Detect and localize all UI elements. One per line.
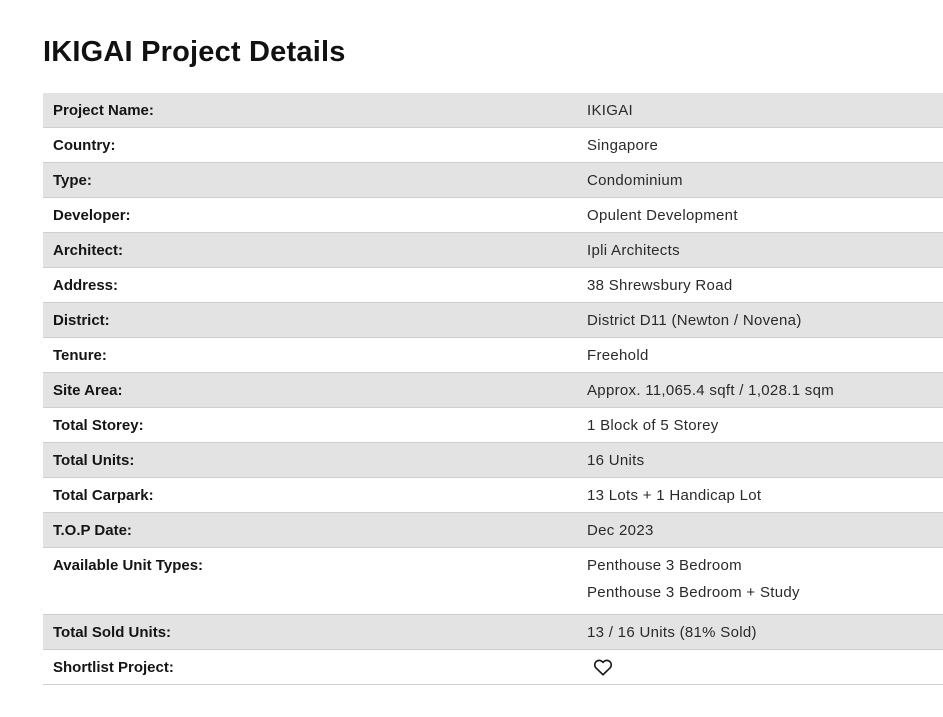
project-details-table xyxy=(43,93,943,685)
row-value: Condominium xyxy=(587,171,683,189)
table-row xyxy=(43,443,943,478)
table-row xyxy=(43,128,943,163)
table-row xyxy=(43,303,943,338)
row-label: Available Unit Types: xyxy=(53,557,204,574)
table-row xyxy=(43,163,943,198)
row-value: IKIGAI xyxy=(587,101,633,119)
row-label: District: xyxy=(53,311,110,329)
row-label: Total Units: xyxy=(53,451,135,469)
table-row xyxy=(43,268,943,303)
table-row xyxy=(43,233,943,268)
row-value: 16 Units xyxy=(587,451,645,469)
row-value: 38 Shrewsbury Road xyxy=(587,276,733,294)
row-label: Project Name: xyxy=(53,101,154,119)
unit-type-item: Penthouse 3 Bedroom xyxy=(587,557,742,574)
row-value: Ipli Architects xyxy=(587,241,680,259)
row-label: Developer: xyxy=(53,206,131,224)
row-label: Total Storey: xyxy=(53,416,144,434)
row-value: Opulent Development xyxy=(587,206,738,224)
unit-type-item: Penthouse 3 Bedroom + Study xyxy=(587,584,800,601)
row-label: Total Sold Units: xyxy=(53,623,172,641)
row-value: Approx. 11,065.4 sqft / 1,028.1 sqm xyxy=(587,381,835,399)
table-row xyxy=(43,93,943,128)
table-row-shortlist xyxy=(43,650,943,685)
row-label: Total Carpark: xyxy=(53,486,154,504)
row-label: Site Area: xyxy=(53,381,123,399)
row-label: T.O.P Date: xyxy=(53,521,132,539)
row-label: Architect: xyxy=(53,241,124,259)
row-value: District D11 (Newton / Novena) xyxy=(587,311,802,329)
table-row xyxy=(43,513,943,548)
row-value: Freehold xyxy=(587,346,649,364)
table-row xyxy=(43,198,943,233)
row-label: Shortlist Project: xyxy=(53,658,174,676)
unit-types-list xyxy=(578,548,943,615)
row-value: 1 Block of 5 Storey xyxy=(587,416,719,434)
row-label: Tenure: xyxy=(53,346,107,364)
page-title: IKIGAI Project Details xyxy=(43,36,346,68)
table-row xyxy=(43,373,943,408)
row-value: 13 Lots + 1 Handicap Lot xyxy=(587,486,762,504)
table-row-sold xyxy=(43,615,943,650)
row-value: Singapore xyxy=(587,136,659,154)
shortlist-cell xyxy=(578,650,943,685)
table-row xyxy=(43,478,943,513)
row-label: Address: xyxy=(53,276,119,294)
sold-units-value: 13 / 16 Units (81% Sold) xyxy=(587,623,757,641)
row-label: Country: xyxy=(53,136,116,154)
heart-outline-icon[interactable] xyxy=(593,658,613,680)
table-row-unit-types xyxy=(43,548,943,615)
table-row xyxy=(43,408,943,443)
table-row xyxy=(43,338,943,373)
row-value: Dec 2023 xyxy=(587,521,654,539)
row-label: Type: xyxy=(53,171,92,189)
